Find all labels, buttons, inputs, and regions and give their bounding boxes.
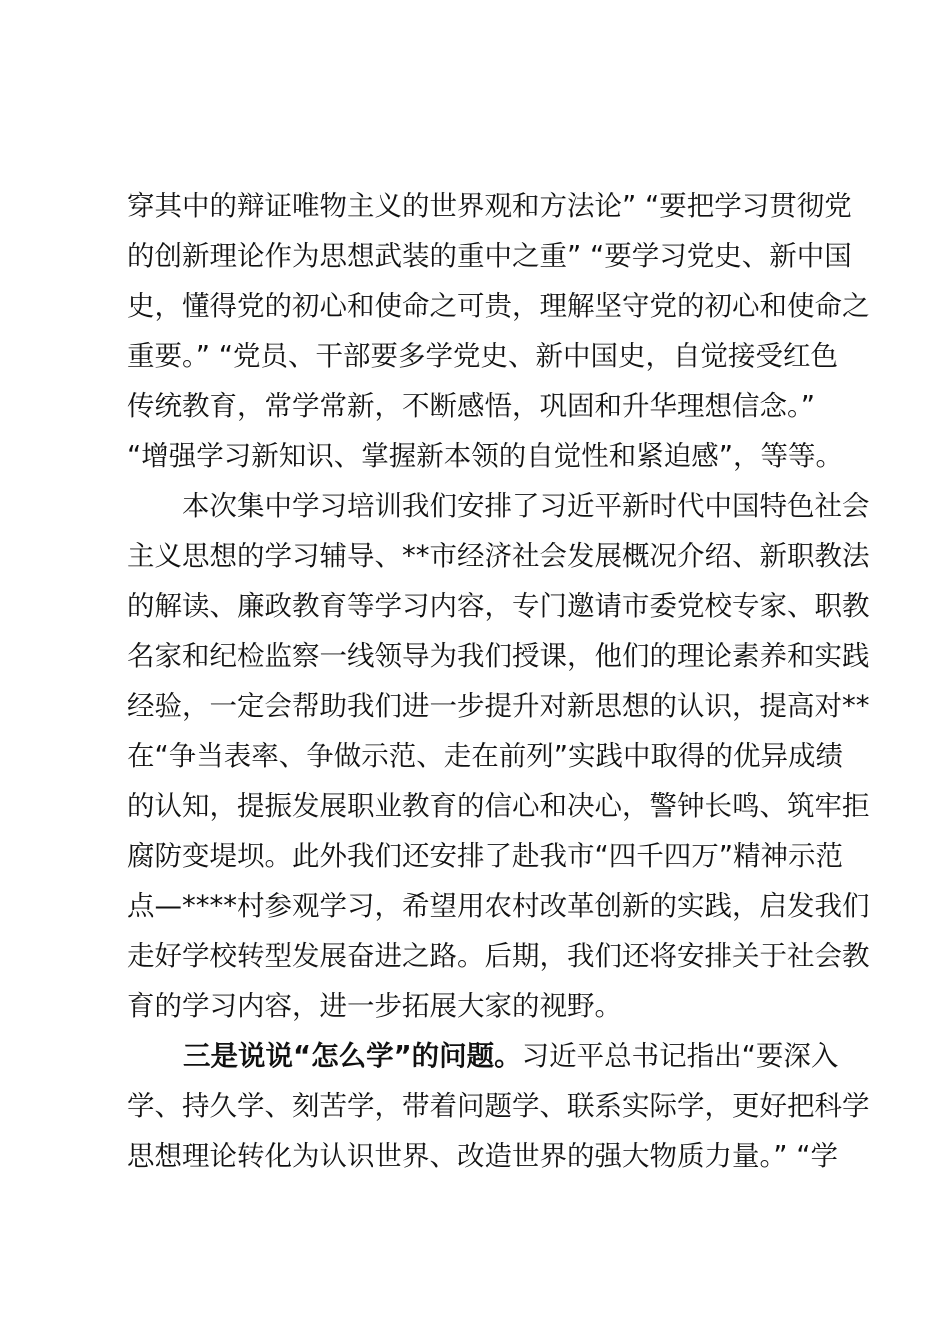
text-line: 史，懂得党的初心和使命之可贵，理解坚守党的初心和使命之	[127, 290, 870, 322]
text-line: 传统教育，常学常新，不断感悟，巩固和升华理想信念。”	[127, 390, 815, 422]
text-line: 育的学习内容，进一步拓展大家的视野。	[127, 990, 622, 1022]
text-line: 走好学校转型发展奋进之路。后期，我们还将安排关于社会教	[127, 940, 870, 972]
text-line: 学、持久学、刻苦学，带着问题学、联系实际学，更好把科学	[127, 1090, 870, 1122]
text-line: 名家和纪检监察一线领导为我们授课，他们的理论素养和实践	[127, 640, 870, 672]
text-run: 习近平总书记指出“要深入	[521, 1040, 839, 1072]
text-line: 穿其中的辩证唯物主义的世界观和方法论” “要把学习贯彻党	[127, 190, 852, 222]
text-line: 的创新理论作为思想武装的重中之重” “要学习党史、新中国	[127, 240, 852, 272]
text-line: 重要。” “党员、干部要多学党史、新中国史，自觉接受红色	[127, 340, 838, 372]
text-line: 点—****村参观学习，希望用农村改革创新的实践，启发我们	[127, 890, 870, 922]
text-line: 的解读、廉政教育等学习内容，专门邀请市委党校专家、职教	[127, 590, 870, 622]
text-line: 经验，一定会帮助我们进一步提升对新思想的认识，提高对**	[127, 690, 870, 722]
paragraph-training-arrangement	[127, 481, 870, 1031]
paragraph-how-to-learn	[127, 1031, 870, 1181]
text-line	[127, 1031, 839, 1081]
document-body	[127, 181, 870, 1181]
text-line: 在“争当表率、争做示范、走在前列”实践中取得的优异成绩	[127, 740, 843, 772]
text-line: 腐防变堤坝。此外我们还安排了赴我市“四千四万”精神示范	[127, 840, 843, 872]
paragraph-quotes-continued	[127, 181, 870, 481]
section-heading: 三是说说“怎么学”的问题。	[183, 1040, 522, 1072]
text-line: 本次集中学习培训我们安排了习近平新时代中国特色社会	[127, 490, 870, 522]
text-line: 主义思想的学习辅导、**市经济社会发展概况介绍、新职教法	[127, 540, 870, 572]
text-line: 的认知，提振发展职业教育的信心和决心，警钟长鸣、筑牢拒	[127, 790, 870, 822]
text-line: “增强学习新知识、掌握新本领的自觉性和紧迫感”，等等。	[127, 440, 843, 472]
text-line: 思想理论转化为认识世界、改造世界的强大物质力量。” “学	[127, 1140, 838, 1172]
